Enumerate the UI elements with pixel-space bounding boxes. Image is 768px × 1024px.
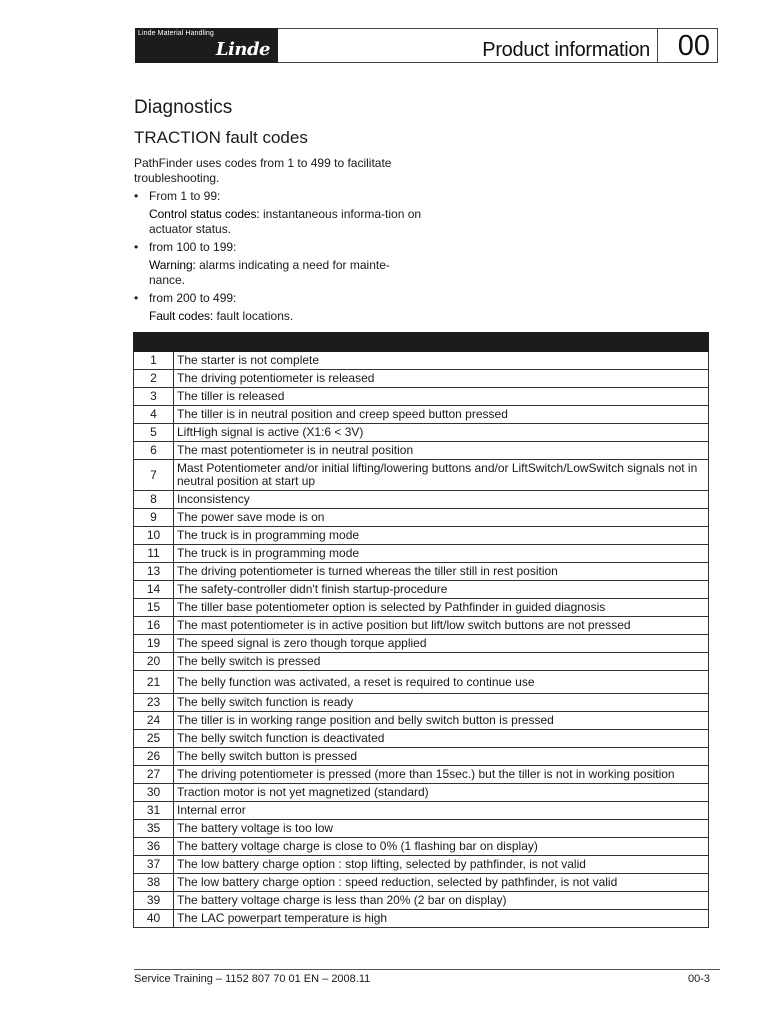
fault-description: The belly switch function is ready bbox=[174, 694, 709, 712]
bullet-term: Warning: bbox=[149, 258, 196, 272]
fault-description: The tiller is in neutral position and creep speed button pressed bbox=[174, 406, 709, 424]
bullet-marker: • bbox=[134, 189, 139, 203]
fault-description: The driving potentiometer is released bbox=[174, 370, 709, 388]
table-row bbox=[134, 527, 709, 545]
fault-description: The power save mode is on bbox=[174, 509, 709, 527]
linde-logo bbox=[135, 28, 278, 63]
fault-code: 9 bbox=[134, 509, 174, 527]
page-title: Diagnostics bbox=[134, 97, 233, 118]
bullet-desc: fault locations. bbox=[216, 309, 294, 323]
fault-code: 8 bbox=[134, 491, 174, 509]
fault-description: The driving potentiometer is turned whereas the tiller still in rest position bbox=[174, 563, 709, 581]
table-row bbox=[134, 653, 709, 671]
bullet-range: from 200 to 499: bbox=[149, 291, 237, 305]
fault-description: The battery voltage charge is less than 20% (2 bar on display) bbox=[174, 892, 709, 910]
table-row bbox=[134, 617, 709, 635]
fault-code: 16 bbox=[134, 617, 174, 635]
table-row bbox=[134, 820, 709, 838]
table-row bbox=[134, 910, 709, 928]
bullet-description bbox=[134, 309, 424, 324]
bullet-term: Control status codes: bbox=[149, 207, 260, 221]
fault-description: The battery voltage is too low bbox=[174, 820, 709, 838]
chapter-number: 00 bbox=[677, 30, 710, 62]
table-row bbox=[134, 424, 709, 442]
fault-code: 10 bbox=[134, 527, 174, 545]
table-header-row bbox=[134, 333, 709, 352]
fault-code: 26 bbox=[134, 748, 174, 766]
fault-description: Traction motor is not yet magnetized (standard) bbox=[174, 784, 709, 802]
section-title: Product information bbox=[482, 39, 650, 61]
fault-description: The low battery charge option : speed reduction, selected by pathfinder, is not valid bbox=[174, 874, 709, 892]
table-row bbox=[134, 370, 709, 388]
fault-description: Inconsistency bbox=[174, 491, 709, 509]
fault-description: The driving potentiometer is pressed (more than 15sec.) but the tiller is not in working position bbox=[174, 766, 709, 784]
fault-description: The safety-controller didn't finish startup-procedure bbox=[174, 581, 709, 599]
header-divider bbox=[657, 28, 658, 63]
fault-code: 37 bbox=[134, 856, 174, 874]
fault-description: The belly switch function is deactivated bbox=[174, 730, 709, 748]
fault-code: 2 bbox=[134, 370, 174, 388]
table-row bbox=[134, 892, 709, 910]
fault-code: 24 bbox=[134, 712, 174, 730]
fault-code: 4 bbox=[134, 406, 174, 424]
fault-code: 21 bbox=[134, 671, 174, 694]
fault-code: 14 bbox=[134, 581, 174, 599]
bullet-item bbox=[134, 240, 424, 255]
bullet-item bbox=[134, 189, 424, 204]
company-name: Linde Material Handling bbox=[138, 30, 214, 37]
fault-description: The tiller is released bbox=[174, 388, 709, 406]
fault-code: 36 bbox=[134, 838, 174, 856]
fault-code: 23 bbox=[134, 694, 174, 712]
table-row bbox=[134, 730, 709, 748]
fault-code: 11 bbox=[134, 545, 174, 563]
table-row bbox=[134, 581, 709, 599]
table-row bbox=[134, 442, 709, 460]
fault-code: 39 bbox=[134, 892, 174, 910]
fault-description: The speed signal is zero though torque applied bbox=[174, 635, 709, 653]
footer-publication: Service Training – 1152 807 70 01 EN – 2008.11 bbox=[134, 973, 371, 985]
fault-code: 13 bbox=[134, 563, 174, 581]
fault-code: 40 bbox=[134, 910, 174, 928]
fault-description: The low battery charge option : stop lifting, selected by pathfinder, is not valid bbox=[174, 856, 709, 874]
fault-code: 3 bbox=[134, 388, 174, 406]
bullet-range: from 100 to 199: bbox=[149, 240, 237, 254]
fault-code: 35 bbox=[134, 820, 174, 838]
brand-wordmark: Linde bbox=[215, 39, 270, 60]
fault-description: The LAC powerpart temperature is high bbox=[174, 910, 709, 928]
page-header bbox=[135, 28, 718, 63]
fault-description: The mast potentiometer is in neutral position bbox=[174, 442, 709, 460]
intro-block bbox=[134, 156, 424, 324]
table-row bbox=[134, 694, 709, 712]
page-number: 00-3 bbox=[687, 973, 710, 985]
fault-code: 27 bbox=[134, 766, 174, 784]
bullet-item bbox=[134, 291, 424, 306]
table-row bbox=[134, 748, 709, 766]
table-row bbox=[134, 599, 709, 617]
table-row bbox=[134, 635, 709, 653]
table-header-cell bbox=[134, 333, 174, 352]
bullet-range: From 1 to 99: bbox=[149, 189, 221, 203]
fault-description: The tiller base potentiometer option is selected by Pathfinder in guided diagnosis bbox=[174, 599, 709, 617]
fault-description: Internal error bbox=[174, 802, 709, 820]
fault-description: LiftHigh signal is active (X1:6 < 3V) bbox=[174, 424, 709, 442]
bullet-marker: • bbox=[134, 291, 139, 305]
table-header-cell bbox=[174, 333, 709, 352]
fault-description: The starter is not complete bbox=[174, 352, 709, 370]
footer-rule bbox=[134, 969, 720, 970]
fault-code: 19 bbox=[134, 635, 174, 653]
table-row bbox=[134, 766, 709, 784]
table-row bbox=[134, 784, 709, 802]
table-row bbox=[134, 388, 709, 406]
fault-code: 30 bbox=[134, 784, 174, 802]
table-row bbox=[134, 563, 709, 581]
fault-code: 1 bbox=[134, 352, 174, 370]
table-row bbox=[134, 352, 709, 370]
table-row bbox=[134, 406, 709, 424]
table-row bbox=[134, 856, 709, 874]
fault-code: 7 bbox=[134, 460, 174, 491]
table-row bbox=[134, 545, 709, 563]
fault-description: The mast potentiometer is in active position but lift/low switch buttons are not pressed bbox=[174, 617, 709, 635]
fault-code: 15 bbox=[134, 599, 174, 617]
table-row bbox=[134, 802, 709, 820]
fault-code: 6 bbox=[134, 442, 174, 460]
bullet-marker: • bbox=[134, 240, 139, 254]
header-rule-top bbox=[278, 28, 718, 29]
fault-description: The belly function was activated, a reset is required to continue use bbox=[174, 671, 709, 694]
bullet-description bbox=[134, 207, 424, 237]
table-row bbox=[134, 712, 709, 730]
table-row bbox=[134, 509, 709, 527]
fault-description: The belly switch button is pressed bbox=[174, 748, 709, 766]
table-row bbox=[134, 874, 709, 892]
fault-code: 25 bbox=[134, 730, 174, 748]
fault-code: 31 bbox=[134, 802, 174, 820]
intro-text: PathFinder uses codes from 1 to 499 to facilitate troubleshooting. bbox=[134, 156, 392, 185]
table-row bbox=[134, 491, 709, 509]
bullet-description bbox=[134, 258, 424, 288]
fault-code-table bbox=[133, 332, 709, 928]
table-row bbox=[134, 838, 709, 856]
fault-description: The truck is in programming mode bbox=[174, 527, 709, 545]
fault-code: 5 bbox=[134, 424, 174, 442]
fault-description: The tiller is in working range position and belly switch button is pressed bbox=[174, 712, 709, 730]
fault-code: 20 bbox=[134, 653, 174, 671]
table-row bbox=[134, 671, 709, 694]
table-body bbox=[134, 352, 709, 928]
header-rule-right bbox=[717, 28, 718, 63]
bullet-term: Fault codes: bbox=[149, 309, 214, 323]
fault-description: The battery voltage charge is close to 0% (1 flashing bar on display) bbox=[174, 838, 709, 856]
page-subtitle: TRACTION fault codes bbox=[134, 128, 308, 147]
bullet-desc: instantaneous informa-tion on actuator status. bbox=[149, 207, 422, 236]
header-rule-bottom bbox=[278, 62, 718, 63]
bullet-desc: alarms indicating a need for mainte-nance. bbox=[149, 258, 390, 287]
fault-description: The belly switch is pressed bbox=[174, 653, 709, 671]
fault-description: The truck is in programming mode bbox=[174, 545, 709, 563]
fault-description: Mast Potentiometer and/or initial lifting/lowering buttons and/or LiftSwitch/LowSwitch signals not in neutral position at start up bbox=[174, 460, 709, 491]
fault-code: 38 bbox=[134, 874, 174, 892]
table-row bbox=[134, 460, 709, 491]
